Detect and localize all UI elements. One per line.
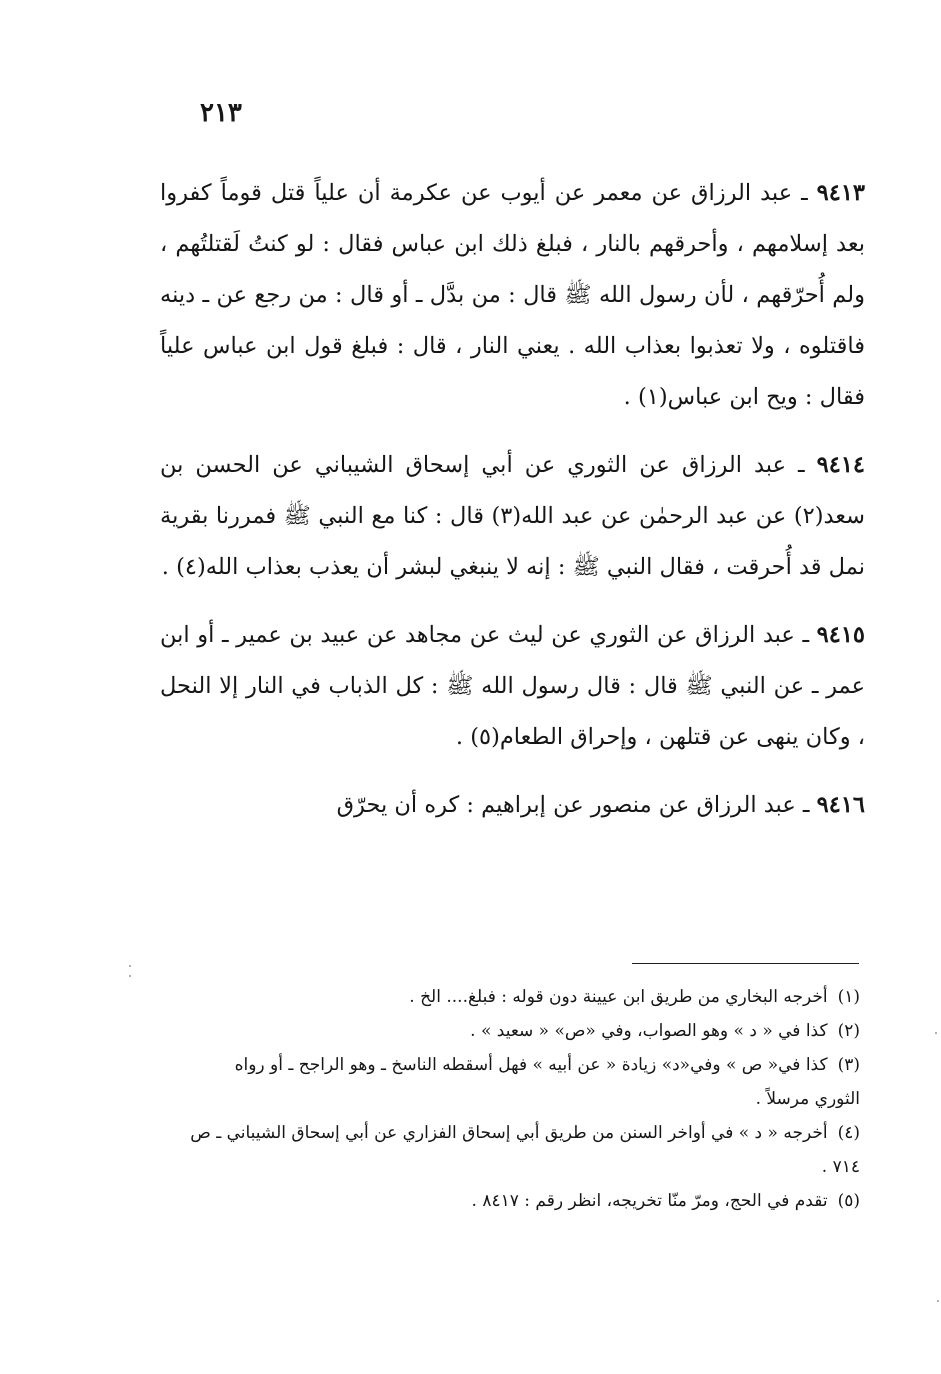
footnote-text: أخرجه البخاري من طريق ابن عيينة دون قوله : فبلغ.... الخ . bbox=[409, 987, 828, 1007]
hadith-text: ـ عبد الرزاق عن الثوري عن ليث عن مجاهد عن عبيد بن عمير ـ أو ابن عمر ـ عن النبي ﷺ قال : قال رسول الله ﷺ : كل الذباب في النار إلا النحل ، وكان ينهى عن قتلهن ، وإحراق الطعام(٥) . bbox=[160, 622, 865, 750]
scan-speck bbox=[129, 965, 131, 967]
footnote-5 bbox=[190, 1184, 860, 1218]
hadith-9413 bbox=[160, 168, 865, 423]
footnote-1 bbox=[190, 980, 860, 1014]
hadith-text: ـ عبد الرزاق عن منصور عن إبراهيم : كره أن يحرّق bbox=[336, 792, 810, 818]
footnote-text: أخرجه « د » في أواخر السنن من طريق أبي إسحاق الفزاري عن أبي إسحاق الشيباني ـ ص ٧١٤ . bbox=[190, 1123, 860, 1177]
scan-speck bbox=[937, 1300, 939, 1302]
footnote-number: (٥) bbox=[837, 1191, 860, 1211]
footnote-text: تقدم في الحج، ومرّ منّا تخريجه، انظر رقم : ٨٤١٧ . bbox=[471, 1191, 828, 1211]
footnote-number: (٢) bbox=[837, 1021, 860, 1041]
footnote-divider bbox=[632, 963, 859, 964]
hadith-text: ـ عبد الرزاق عن الثوري عن أبي إسحاق الشيباني عن الحسن بن سعد(٢) عن عبد الرحمٰن عن عبد الله(٣) قال : كنا مع النبي ﷺ فمررنا بقرية نمل قد أُحرقت ، فقال النبي ﷺ : إنه لا ينبغي لبشر أن يعذب بعذاب الله(٤) . bbox=[160, 452, 865, 580]
hadith-9414 bbox=[160, 440, 865, 593]
scan-speck bbox=[935, 1032, 937, 1034]
footnotes bbox=[190, 980, 860, 1218]
hadith-number: ٩٤١٣ bbox=[816, 180, 865, 206]
hadith-9415 bbox=[160, 610, 865, 763]
footnote-number: (٣) bbox=[837, 1055, 860, 1075]
footnote-text: كذا في« ص » وفي«د» زيادة « عن أبيه » فهل أسقطه الناسخ ـ وهو الراجح ـ أو رواه الثوري مرسلاً . bbox=[234, 1055, 860, 1109]
hadith-number: ٩٤١٥ bbox=[816, 622, 865, 648]
footnote-2 bbox=[190, 1014, 860, 1048]
page-number: ٢١٣ bbox=[200, 98, 242, 128]
scan-speck bbox=[129, 975, 131, 977]
hadith-body bbox=[160, 168, 865, 848]
hadith-text: ـ عبد الرزاق عن معمر عن أيوب عن عكرمة أن علياً قتل قوماً كفروا بعد إسلامهم ، وأحرقهم بالنار ، فبلغ ذلك ابن عباس فقال : لو كنتُ لَقتلتُهم ، ولم أُحرّقهم ، لأن رسول الله ﷺ قال : من بدَّل ـ أو قال : من رجع عن ـ دينه فاقتلوه ، ولا تعذبوا بعذاب الله . يعني النار ، قال : فبلغ قول ابن عباس علياً فقال : ويح ابن عباس(١) . bbox=[160, 180, 865, 410]
hadith-number: ٩٤١٤ bbox=[816, 452, 865, 478]
footnote-text: كذا في « د » وهو الصواب، وفي «ص» « سعيد » . bbox=[470, 1021, 828, 1041]
footnote-number: (١) bbox=[837, 987, 860, 1007]
hadith-number: ٩٤١٦ bbox=[816, 792, 865, 818]
footnote-4 bbox=[190, 1116, 860, 1184]
footnote-3 bbox=[190, 1048, 860, 1116]
footnote-number: (٤) bbox=[837, 1123, 860, 1143]
hadith-9416 bbox=[160, 780, 865, 831]
